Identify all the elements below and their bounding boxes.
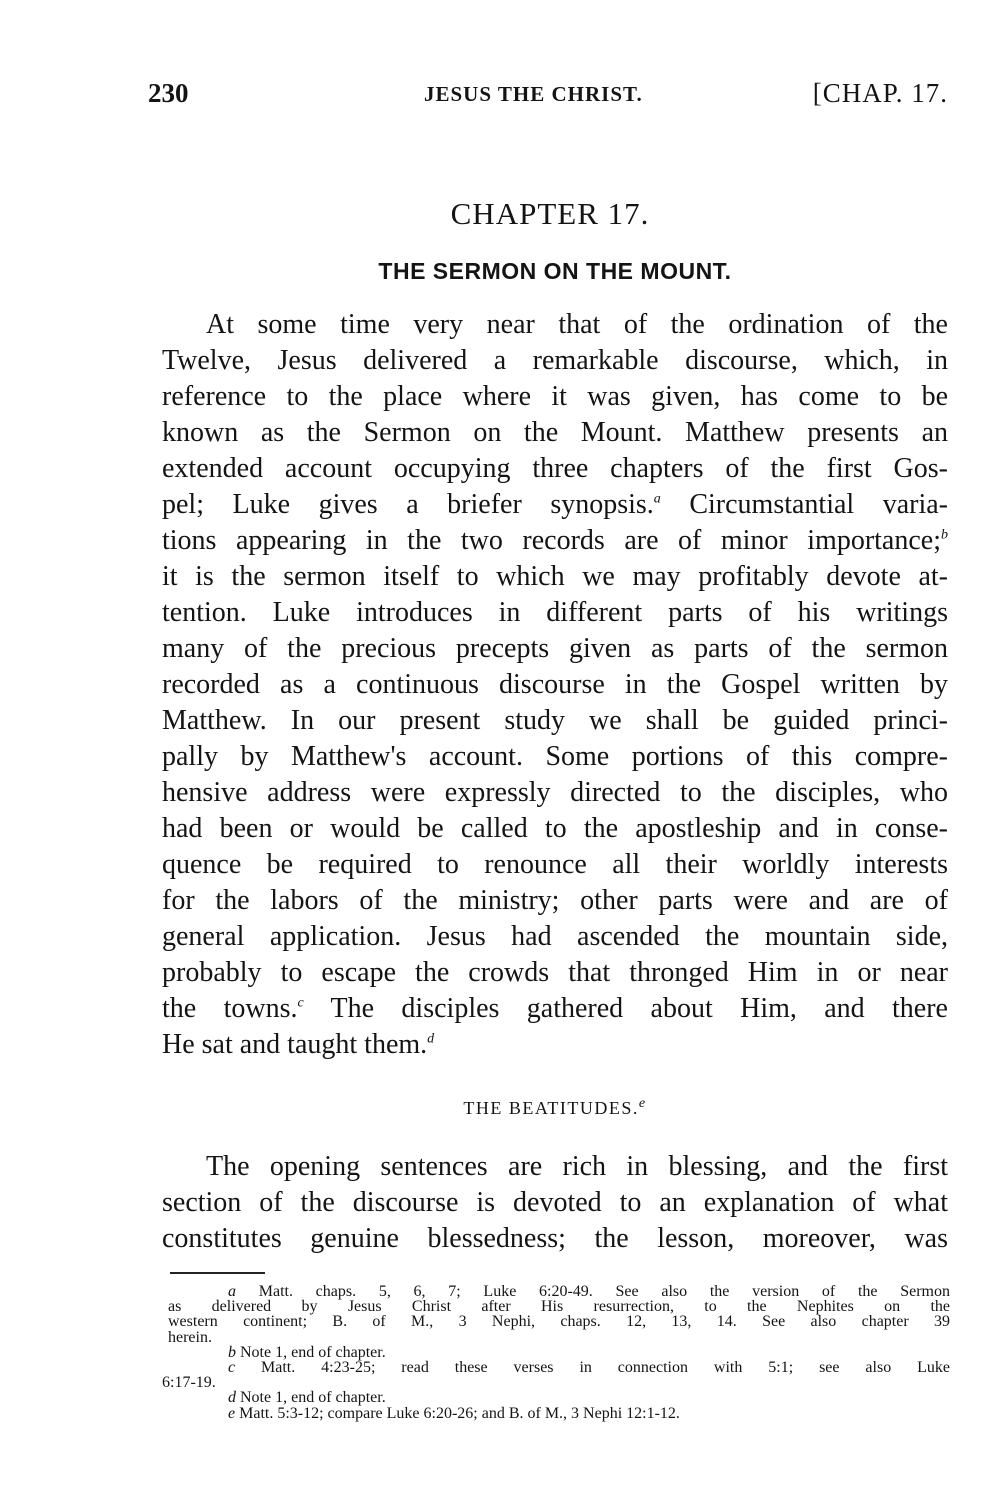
footnote-marker-e: e xyxy=(638,1096,647,1111)
text-line: constitutes genuine blessedness; the lesson, moreover, was xyxy=(162,1223,948,1254)
text-line: extended account occupying three chapters of the first Gos- xyxy=(162,453,948,484)
text-line: had been or would be called to the apostleship and in conse- xyxy=(162,813,948,844)
section-paragraph xyxy=(162,1149,948,1257)
body-paragraph xyxy=(162,307,948,1063)
text-line: tention. Luke introduces in different parts of his writings xyxy=(162,597,948,628)
text-line: He sat and taught them.$^d$ xyxy=(162,1029,435,1060)
footnote-marker-d: d xyxy=(427,1031,435,1047)
text-line: section of the discourse is devoted to an explanation of what xyxy=(162,1187,948,1218)
text-line: it is the sermon itself to which we may profitably devote at- xyxy=(162,561,948,592)
footnote-line: western continent; B. of M., 3 Nephi, chaps. 12, 13, 14. See also chapter 39 xyxy=(168,1313,950,1331)
text-line: Twelve, Jesus delivered a remarkable discourse, which, in xyxy=(162,345,948,376)
text-line: known as the Sermon on the Mount. Matthew presents an xyxy=(162,417,948,448)
footnote-d: d Note 1, end of chapter. xyxy=(228,1389,386,1407)
running-header xyxy=(148,78,948,118)
chapter-title: THE SERMON ON THE MOUNT. xyxy=(378,258,732,284)
footnote-line: 6:17-19. xyxy=(162,1374,216,1392)
text-line: Matthew. In our present study we shall be guided princi- xyxy=(162,705,948,736)
text-line: At some time very near that of the ordination of the xyxy=(206,309,948,340)
text-line: The opening sentences are rich in blessing, and the first xyxy=(206,1151,948,1182)
text-line: tions appearing in the two records are of minor importance;$^b$ xyxy=(162,525,948,556)
text-line: hensive address were expressly directed to the disciples, who xyxy=(162,777,948,808)
footnote-rule xyxy=(170,1272,265,1274)
text-line: for the labors of the ministry; other parts were and are of xyxy=(162,885,948,916)
text-line: many of the precious precepts given as parts of the sermon xyxy=(162,633,948,664)
footnote-b: b Note 1, end of chapter. xyxy=(228,1343,386,1361)
footnote-c: c Matt. 4:23-25; read these verses in connection with 5:1; see also Luke xyxy=(228,1359,950,1377)
text-line: reference to the place where it was given, has come to be xyxy=(162,381,948,412)
text-line: pally by Matthew's account. Some portions of this compre- xyxy=(162,741,948,772)
chapter-reference: [CHAP. 17. xyxy=(812,78,948,108)
text-line: probably to escape the crowds that thronged Him in or near xyxy=(162,957,948,988)
running-title: JESUS THE CHRIST. xyxy=(424,82,643,106)
text-line: the towns.$^c$ The disciples gathered about Him, and there xyxy=(162,993,948,1024)
footnote-e: e Matt. 5:3-12; compare Luke 6:20-26; and B. of M., 3 Nephi 12:1-12. xyxy=(228,1404,680,1422)
text-line: recorded as a continuous discourse in the Gospel written by xyxy=(162,669,948,700)
footnote-line: as delivered by Jesus Christ after His resurrection, to the Nephites on the xyxy=(168,1298,950,1316)
page-number: 230 xyxy=(148,78,189,108)
footnote-marker-a: a xyxy=(653,491,661,507)
text-line: general application. Jesus had ascended the mountain side, xyxy=(162,921,948,952)
footnotes xyxy=(162,1283,951,1422)
text-line: pel; Luke gives a briefer synopsis.$^a$ Circumstantial varia- xyxy=(162,489,949,520)
chapter-heading: CHAPTER 17. xyxy=(450,196,650,231)
footnote-marker-b: b xyxy=(941,527,948,543)
section-heading: THE BEATITUDES.$^e$ xyxy=(463,1096,647,1118)
footnote-a: a Matt. chaps. 5, 6, 7; Luke 6:20-49. See also the version of the Sermon xyxy=(228,1283,951,1300)
footnote-line: herein. xyxy=(168,1328,212,1346)
footnote-marker-c: c xyxy=(297,995,304,1011)
text-line: quence be required to renounce all their worldly interests xyxy=(162,849,948,880)
